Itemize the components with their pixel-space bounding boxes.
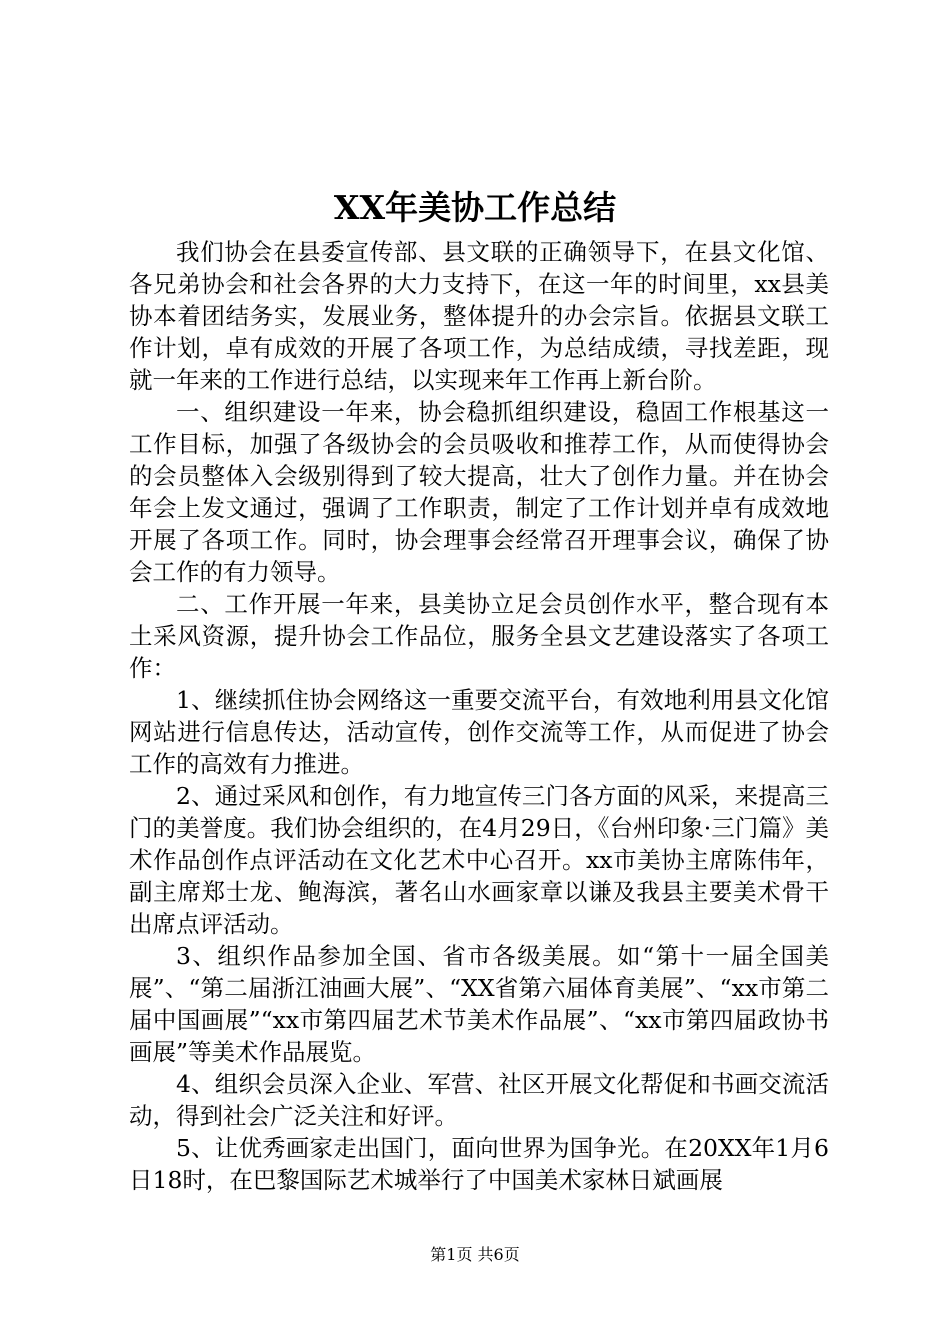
paragraph-item-2: 2、通过采风和创作，有力地宣传三门各方面的风采，来提高三门的美誉度。我们协会组织的，在4月29日，《台州印象·三门篇》美术作品创作点评活动在文化艺术中心召开。xx市美协主席陈伟年，副主席郑士龙、鲍海滨，著名山水画家章以谦及我县主要美术骨干出席点评活动。 [129, 782, 829, 938]
paragraph-work: 二、工作开展一年来，县美协立足会员创作水平，整合现有本土采风资源，提升协会工作品位，服务全县文艺建设落实了各项工作： [129, 590, 829, 682]
paragraph-item-3: 3、组织作品参加全国、省市各级美展。如“第十一届全国美展”、“第二届浙江油画大展”、“XX省第六届体育美展”、“xx市第二届中国画展”“xx市第四届艺术节美术作品展”、“xx市第四届政协书画展”等美术作品展览。 [129, 942, 829, 1066]
paragraph-organization: 一、组织建设一年来，协会稳抓组织建设，稳固工作根基这一工作目标，加强了各级协会的会员吸收和推荐工作，从而使得协会的会员整体入会级别得到了较大提高，壮大了创作力量。并在协会年会上发文通过，强调了工作职责，制定了工作计划并卓有成效地开展了各项工作。同时，协会理事会经常召开理事会议，确保了协会工作的有力领导。 [129, 398, 829, 586]
document-body [129, 236, 829, 1196]
paragraph-item-1: 1、继续抓住协会网络这一重要交流平台，有效地利用县文化馆网站进行信息传达，活动宣传，创作交流等工作，从而促进了协会工作的高效有力推进。 [129, 686, 829, 778]
paragraph-item-4: 4、组织会员深入企业、军营、社区开展文化帮促和书画交流活动，得到社会广泛关注和好评。 [129, 1070, 829, 1130]
page-title: XX年美协工作总结 [333, 188, 617, 227]
page-number-footer: 第1页 共6页 [430, 1245, 520, 1264]
paragraph-intro: 我们协会在县委宣传部、县文联的正确领导下，在县文化馆、各兄弟协会和社会各界的大力支持下，在这一年的时间里，xx县美协本着团结务实，发展业务，整体提升的办会宗旨。依据县文联工作计划，卓有成效的开展了各项工作，为总结成绩，寻找差距，现就一年来的工作进行总结，以实现来年工作再上新台阶。 [129, 238, 829, 394]
paragraph-item-5: 5、让优秀画家走出国门，面向世界为国争光。在20XX年1月6日18时，在巴黎国际艺术城举行了中国美术家林日斌画展 [129, 1134, 829, 1194]
